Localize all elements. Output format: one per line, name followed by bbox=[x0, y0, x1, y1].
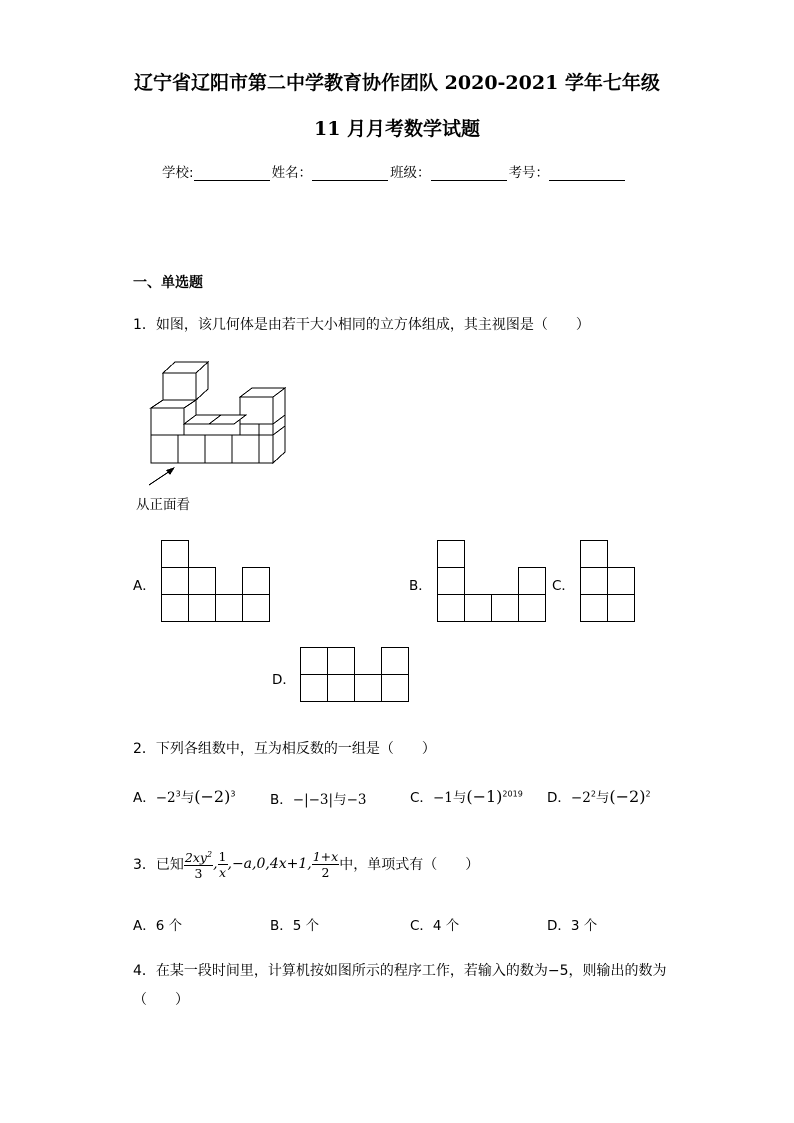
exam-no-blank[interactable] bbox=[549, 166, 625, 181]
q2-b-expr2: −3 bbox=[346, 792, 367, 808]
q3-fraction-3 bbox=[312, 849, 339, 880]
q2-option-d-label: D． bbox=[547, 790, 571, 806]
option-a-label[interactable]: A． bbox=[133, 578, 156, 594]
q3-frac2-denominator: x bbox=[218, 864, 227, 880]
q2-a-exp1: 3 bbox=[175, 789, 181, 799]
student-info-line bbox=[162, 161, 627, 181]
q3-option-c[interactable]: C．4 个 bbox=[410, 918, 460, 934]
q2-c-exp2: 2019 bbox=[502, 789, 523, 799]
option-b-grid bbox=[436, 539, 551, 625]
q2-c-expr2: (−1) bbox=[466, 787, 503, 806]
q3-frac1-numerator: 2xy bbox=[184, 850, 207, 866]
q3-prefix: 3．已知 bbox=[133, 857, 184, 873]
q2-d-exp2: 2 bbox=[645, 789, 651, 799]
q2-a-expr2: (−2) bbox=[194, 787, 231, 806]
option-b-label[interactable]: B． bbox=[409, 578, 432, 594]
q2-b-expr1: −|−3| bbox=[292, 792, 334, 808]
option-c-label[interactable]: C． bbox=[552, 578, 575, 594]
q3-frac1-denominator: 3 bbox=[194, 866, 203, 882]
q3-fraction-1 bbox=[184, 847, 213, 881]
q3-option-b[interactable]: B．5 个 bbox=[270, 918, 320, 934]
q2-option-a-label: A． bbox=[133, 790, 156, 806]
isometric-cube-figure bbox=[135, 355, 295, 490]
q2-d-exp1: 2 bbox=[590, 789, 596, 799]
option-c-grid bbox=[579, 539, 639, 625]
page-subtitle: 11 月月考数学试题 bbox=[313, 118, 481, 140]
q3-frac3-denominator: 2 bbox=[321, 864, 330, 880]
q2-option-d[interactable] bbox=[547, 786, 651, 806]
q2-a-exp2: 3 bbox=[230, 789, 236, 799]
q2-d-expr1: −2 bbox=[570, 790, 591, 806]
q2-a-and: 与 bbox=[180, 790, 195, 806]
view-direction-label: 从正面看 bbox=[136, 497, 190, 513]
q2-option-b-label: B． bbox=[270, 792, 293, 808]
q2-b-and: 与 bbox=[333, 792, 347, 808]
option-d-grid bbox=[299, 646, 414, 706]
class-blank[interactable] bbox=[431, 166, 507, 181]
q3-frac3-numerator: 1+x bbox=[312, 848, 339, 864]
option-d-label[interactable]: D． bbox=[272, 672, 296, 688]
q2-option-c[interactable] bbox=[410, 786, 523, 806]
name-label: 姓名： bbox=[271, 165, 313, 181]
q3-frac2-numerator: 1 bbox=[218, 848, 227, 864]
q2-option-c-label: C． bbox=[410, 790, 433, 806]
q3-option-a[interactable]: A．6 个 bbox=[133, 918, 183, 934]
school-blank[interactable] bbox=[194, 166, 270, 181]
name-blank[interactable] bbox=[312, 166, 388, 181]
q3-suffix: 中，单项式有（ ） bbox=[339, 857, 480, 873]
question-2-text: 2．下列各组数中，互为相反数的一组是（ ） bbox=[133, 741, 436, 757]
q2-c-expr1: −1 bbox=[432, 790, 453, 806]
question-4-blank: （ ） bbox=[133, 992, 189, 1008]
question-3-text: 3．已知 $\frac{2xy^2}{3}$ , $\frac{1}{x}$ ,−a,0,4x+1, $\frac{1+x}{2}$ 中，单项式有（ ） bbox=[133, 848, 480, 882]
q2-option-b[interactable] bbox=[270, 788, 366, 808]
section-heading: 一、单选题 bbox=[133, 275, 203, 291]
q3-frac1-exponent: 2 bbox=[207, 849, 213, 859]
q2-a-expr1: −2 bbox=[155, 790, 176, 806]
exam-no-label: 考号： bbox=[508, 165, 550, 181]
class-label: 班级： bbox=[390, 165, 431, 181]
page-title: 辽宁省辽阳市第二中学教育协作团队 2020-2021 学年七年级 bbox=[134, 72, 660, 94]
q2-c-and: 与 bbox=[452, 790, 467, 806]
question-1-text: 1．如图，该几何体是由若干大小相同的立方体组成，其主视图是（ ） bbox=[133, 317, 590, 333]
q2-d-expr2: (−2) bbox=[609, 787, 646, 806]
option-a-grid bbox=[160, 539, 275, 625]
question-4-text: 4．在某一段时间里，计算机按如图所示的程序工作，若输入的数为−5，则输出的数为 bbox=[133, 963, 667, 979]
q3-option-d[interactable]: D．3 个 bbox=[547, 918, 598, 934]
q3-fraction-2 bbox=[218, 849, 228, 880]
q2-option-a[interactable] bbox=[133, 786, 235, 806]
q3-middle-terms: ,−a,0,4x+1, bbox=[227, 856, 312, 872]
q2-d-and: 与 bbox=[595, 790, 610, 806]
school-label: 学校: bbox=[162, 165, 194, 181]
